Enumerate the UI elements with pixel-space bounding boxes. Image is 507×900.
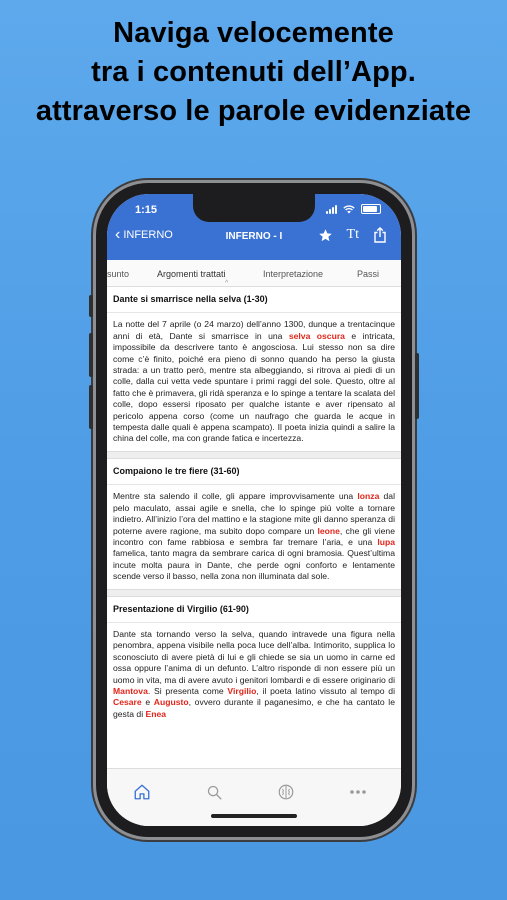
section-text xyxy=(107,623,401,726)
keyword-link[interactable]: Enea xyxy=(145,708,167,719)
tab-sunto[interactable]: sunto xyxy=(107,269,130,279)
text-span: Dante sta tornando verso la selva, quando intravede una figura nella penombra, appena visibile nella poca luce dell’alba. Intimorito, supplica lo sconosciuto di avere pietà di lui e gli chiede se sia un uomo in carne ed ossa oppure l’anima di un defunto. L’altro risponde di non essere più un uomo in vita, ma di avere avuto i genitori lombardi e di essere originario di xyxy=(113,628,395,685)
section-title: Presentazione di Virgilio (61-90) xyxy=(107,597,401,623)
back-button-label: INFERNO xyxy=(123,229,173,241)
status-icons xyxy=(326,204,381,214)
section-2 xyxy=(107,459,401,589)
text-span: Mentre sta salendo il colle, gli appare improvvisamente una xyxy=(113,491,358,502)
power-button xyxy=(415,353,419,419)
keyword-link[interactable]: selva oscura xyxy=(288,330,345,341)
section-text xyxy=(107,485,401,588)
section-1 xyxy=(107,287,401,451)
notch xyxy=(193,194,315,222)
keyword-link[interactable]: Mantova xyxy=(113,685,148,696)
keyword-link[interactable]: leone xyxy=(317,525,340,536)
content-scroll[interactable] xyxy=(107,287,401,767)
text-span: dal pelo maculato, assai agile e snella, che lo spinge più volte a tornare indietro. All’inizio l’ora del mattino e la stagione mite gli danno speranza di poterne avere ragione, ma subito dopo compare un xyxy=(113,491,395,536)
headline-line-1: Naviga velocemente xyxy=(113,17,394,49)
chevron-left-icon: ‹ xyxy=(115,226,121,243)
keyword-link[interactable]: Virgilio xyxy=(227,685,257,696)
search-icon[interactable] xyxy=(203,781,225,803)
star-icon[interactable] xyxy=(318,228,333,243)
section-text xyxy=(107,313,401,450)
cellular-signal-icon xyxy=(326,205,337,214)
wifi-icon xyxy=(343,205,355,214)
nav-actions xyxy=(318,227,387,243)
volume-up-button xyxy=(89,333,93,377)
section-divider xyxy=(107,589,401,597)
brain-icon[interactable] xyxy=(275,781,297,803)
phone-screen xyxy=(107,194,401,826)
text-span: e intricata, impossibile da descrivere tanto è angosciosa. Lui stesso non sa dire come c’è finito, poiché era pieno di sonno quando ha perso la giusta strada: a un tratto però, mentre sta albeggiando, si ritrova ai piedi di un colle, dalla cui vetta vede spuntare i primi raggi del sole. Questo, oltre al fatto che è primavera, gli ridà speranza e lo spinge a tentare la scalata del colle, dopo essersi riposato per qualche istante e aver ripensato al pericolo appena corso (come un naufrago che guarda le acque in tempesta dalle quali è appena scampato). Il poeta inizia quindi a salire la china del colle, ma con grande fatica e incertezza. xyxy=(113,330,396,444)
text-span: , ovvero durante il paganesimo, e che ha cantato le gesta di xyxy=(113,697,395,719)
status-time: 1:15 xyxy=(135,204,158,216)
text-span: famelica, tanto magra da sembrare carica di ogni bramosia. Quest’ultima incute molta paura in Dante, che perde ogni conforto e lentamente scende verso il basso, nella zona non illuminata dal sole. xyxy=(113,548,395,582)
headline-line-3: attraverso le parole evidenziate xyxy=(35,95,472,127)
share-icon[interactable] xyxy=(373,227,387,243)
text-size-icon[interactable]: Tt xyxy=(346,227,359,242)
keyword-link[interactable]: lupa xyxy=(377,536,395,547)
text-span: , che gli viene incontro con fame rabbiosa e sembra far tremare l’aria, e una xyxy=(113,525,395,547)
promo-headline xyxy=(0,14,507,131)
keyword-link[interactable]: Cesare xyxy=(113,697,142,708)
section-3 xyxy=(107,597,401,727)
home-icon[interactable] xyxy=(131,781,153,803)
text-span: , il poeta latino vissuto al tempo di xyxy=(256,685,395,696)
volume-down-button xyxy=(89,385,93,429)
keyword-link[interactable]: Augusto xyxy=(153,697,189,708)
headline-line-2: tra i contenuti dell’App. xyxy=(91,56,416,88)
tab-interpretazione[interactable]: Interpretazione xyxy=(263,269,324,279)
battery-icon xyxy=(361,204,381,214)
mute-switch xyxy=(89,295,93,317)
section-title: Compaiono le tre fiere (31-60) xyxy=(107,459,401,485)
home-indicator xyxy=(211,814,297,818)
keyword-link[interactable]: lonza xyxy=(357,491,380,502)
section-title: Dante si smarrisce nella selva (1-30) xyxy=(107,287,401,313)
text-span: e xyxy=(141,697,154,708)
page-title: INFERNO - I xyxy=(225,231,283,242)
tab-argomenti-trattati[interactable]: Argomenti trattati xyxy=(157,269,226,279)
phone-frame xyxy=(96,183,412,837)
tab-passi[interactable]: Passi xyxy=(357,269,380,279)
text-span: La notte del 7 aprile (o 24 marzo) dell’anno 1300, dunque a trentacinque anni di età, Dante si smarrisce in una xyxy=(113,319,395,341)
text-span: . Si presenta come xyxy=(147,685,228,696)
chevron-up-icon: ^ xyxy=(225,280,229,287)
section-divider xyxy=(107,451,401,459)
more-icon[interactable] xyxy=(347,781,369,803)
segment-tabs xyxy=(107,260,401,287)
